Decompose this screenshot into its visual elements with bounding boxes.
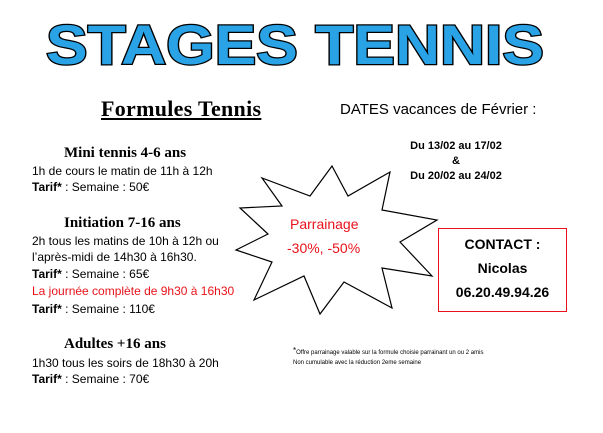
tarif-value: : Semaine : 50€	[61, 180, 150, 194]
tarif-value: : Semaine : 65€	[61, 267, 150, 281]
initiation-full-day: La journée complète de 9h30 à 16h30	[32, 284, 235, 298]
dates-heading: DATES vacances de Février :	[340, 101, 537, 118]
adultes-title: Adultes +16 ans	[64, 336, 166, 352]
mini-tennis-tarif	[32, 180, 149, 194]
tarif-label: Tarif*	[32, 267, 62, 281]
adultes-tarif	[32, 372, 149, 386]
initiation-full-day-tarif	[32, 302, 155, 316]
date-separator: &	[452, 155, 460, 167]
flyer-title	[40, 2, 550, 82]
initiation-description-1: 2h tous les matins de 10h à 12h ou	[32, 234, 219, 248]
footnote-star: *	[293, 346, 297, 355]
parrainage-discounts: -30%, -50%	[287, 240, 361, 256]
footnote-non-cumulable: Non cumulable avec la réduction 2eme semaine	[293, 360, 422, 366]
mini-tennis-description: 1h de cours le matin de 11h à 12h	[32, 164, 213, 178]
footnote-text-1: Offre parrainage valable sur la formule choisie parrainant un ou 2 amis	[296, 350, 484, 356]
initiation-tarif	[32, 267, 149, 281]
contact-title: CONTACT :	[464, 236, 541, 252]
adultes-description: 1h30 tous les soirs de 18h30 à 20h	[32, 356, 219, 370]
parrainage-label: Parrainage	[290, 216, 359, 232]
contact-box	[438, 228, 567, 312]
mini-tennis-title: Mini tennis 4-6 ans	[64, 145, 187, 161]
tarif-label: Tarif*	[32, 180, 62, 194]
date-range-1: Du 13/02 au 17/02	[410, 140, 502, 152]
initiation-description-2: l’après-midi de 14h30 à 16h30.	[32, 250, 197, 264]
contact-name: Nicolas	[477, 260, 528, 276]
tarif-label: Tarif*	[32, 372, 62, 386]
tarif-value: : Semaine : 110€	[61, 302, 155, 316]
tarif-label: Tarif*	[32, 302, 62, 316]
initiation-title: Initiation 7-16 ans	[64, 215, 181, 231]
contact-phone: 06.20.49.94.26	[455, 284, 550, 300]
parrainage-starburst-icon	[232, 158, 442, 318]
footnote-parrainage	[293, 346, 483, 356]
formules-heading: Formules Tennis	[101, 96, 262, 121]
flyer-title-text: STAGES TENNIS	[46, 13, 544, 76]
tarif-value: : Semaine : 70€	[61, 372, 150, 386]
date-range-2: Du 20/02 au 24/02	[410, 170, 502, 182]
